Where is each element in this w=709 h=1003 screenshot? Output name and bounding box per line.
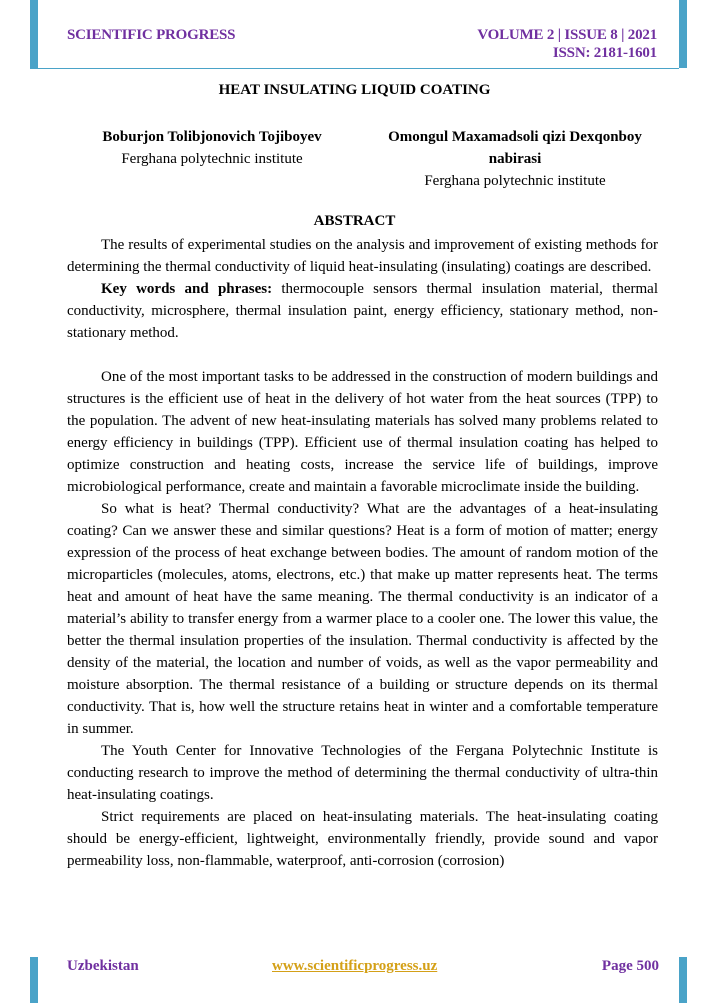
- footer-url-link[interactable]: www.scientificprogress.uz: [272, 958, 438, 974]
- keywords: [67, 278, 658, 344]
- body-text: [67, 234, 658, 872]
- abstract-heading: ABSTRACT: [313, 213, 396, 229]
- bottom-right-bar: [679, 957, 687, 1003]
- top-left-bar: [30, 0, 38, 68]
- author-2: [368, 126, 662, 192]
- header-rule: [30, 68, 679, 69]
- paper-title: HEAT INSULATING LIQUID COATING: [218, 82, 491, 98]
- paragraph-4: Strict requirements are placed on heat-insulating materials. The heat-insulating coating should be energy-efficient, lightweight, environmentally friendly, provide sound and vapor permeability loss, non-flammable, waterproof, anti-corrosion (corrosion): [67, 809, 658, 869]
- keywords-label: Key words and phrases:: [101, 281, 273, 297]
- top-right-bar: [679, 0, 687, 68]
- paragraph-2: So what is heat? Thermal conductivity? What are the advantages of a heat-insulating coating? Can we answer these and similar questions? Heat is a form of motion of matter; energy expression of the process of heat exchange between bodies. The amount of random motion of the microparticles (molecules, atoms, electrons, etc.) that make up matter represents heat. The terms heat and amount of heat have the same meaning. The thermal conductivity is an indicator of a material’s ability to transfer energy from a warmer place to a cooler one. The lower this value, the better the thermal insulation properties of the insulation. Thermal conductivity is affected by the density of the material, the location and number of voids, as well as the vapor permeability and moisture absorption. The thermal resistance of a building or structure depends on its thermal conductivity. That is, how well the structure retains heat in winter and a comfortable temperature in summer.: [67, 501, 658, 737]
- abstract-text: The results of experimental studies on the analysis and improvement of existing methods for determining the thermal conductivity of liquid heat-insulating (insulating) coatings are described.: [67, 237, 658, 275]
- author-1-affiliation: Ferghana polytechnic institute: [121, 151, 303, 167]
- footer-page: Page 500: [601, 958, 659, 974]
- keywords-list: thermocouple sensors thermal insulation material, thermal conductivity, microsphere, thermal insulation paint, energy efficiency, stationary method, non-stationary method.: [67, 281, 658, 341]
- author-1-name: Boburjon Tolibjonovich Tojiboyev: [102, 129, 322, 145]
- author-2-name-cont: nabirasi: [488, 151, 542, 167]
- paragraph-1: One of the most important tasks to be addressed in the construction of modern buildings and structures is the efficient use of heat in the delivery of hot water from the heat sources (TPP) to the population. The advent of new heat-insulating materials has solved many problems related to energy efficiency in buildings (TPP). Efficient use of thermal insulation coating has helped to optimize construction and heating costs, increase the service life of buildings, improve microbiological performance, create and maintain a favorable microclimate inside the building.: [67, 369, 658, 495]
- issn: ISSN: 2181-1601: [552, 45, 657, 61]
- paragraph-3: The Youth Center for Innovative Technologies of the Fergana Polytechnic Institute is conducting research to improve the method of determining the thermal conductivity of ultra-thin heat-insulating coatings.: [67, 743, 658, 803]
- footer-country: Uzbekistan: [67, 958, 139, 974]
- bottom-left-bar: [30, 957, 38, 1003]
- author-2-affiliation: Ferghana polytechnic institute: [424, 173, 606, 189]
- volume-issue: VOLUME 2 | ISSUE 8 | 2021: [477, 27, 657, 43]
- author-2-name: Omongul Maxamadsoli qizi Dexqonboy: [388, 129, 642, 145]
- footer-url-wrap: [272, 958, 437, 975]
- author-1: [67, 126, 357, 170]
- journal-name: SCIENTIFIC PROGRESS: [67, 27, 236, 43]
